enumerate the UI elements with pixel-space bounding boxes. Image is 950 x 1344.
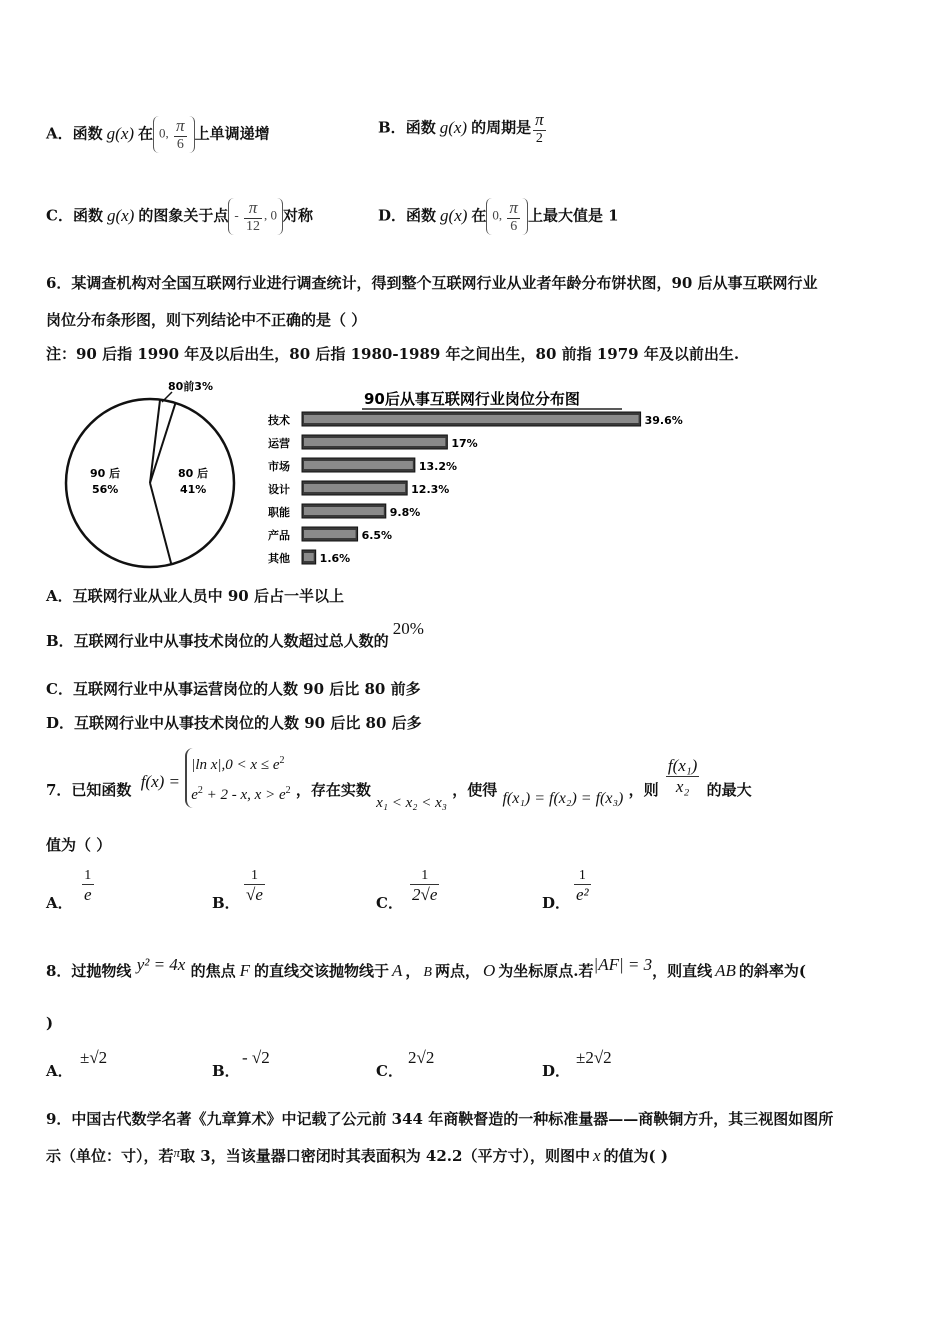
pie-label-90-pct: 56% [92, 483, 119, 496]
q6-option-a: A．互联网行业从业人员中 90 后占一半以上 [46, 587, 344, 605]
bar-category-label: 市场 [268, 460, 290, 473]
q6-option-d: D．互联网行业中从事技术岗位的人数 90 后比 80 后多 [46, 714, 422, 732]
pie-label-80-before: 80前3% [168, 380, 213, 393]
point: - $\frac{\pi}{12}$ , 0 [228, 198, 283, 235]
bar-category-label: 设计 [268, 483, 290, 496]
piecewise: |ln $x|,0 < x \le e^2$ $e^2 + 2 - x$, $x > e^2$ [185, 748, 290, 808]
q7-stem: 7．已知函数 f(x) = |ln $x|,0 < x \le e^2$ $e^2 + 2 - x$, $x > e^2$ ，存在实数 x₁ < x₂ < x₃ ，使得 f(x₁) = f(x₂) = f(x₃) ，则 $\frac{\text{f(x₁)}}{\text{x₂}}$ 的最大 [46, 748, 752, 804]
bar-value-label: 17% [451, 437, 478, 450]
q6-stem-line1: 6．某调查机构对全国互联网行业进行调查统计，得到整个互联网行业从业者年龄分布饼状图，90 后从事互联网行业 [46, 274, 818, 292]
age-pie-chart [60, 372, 260, 572]
bar-category-label: 产品 [268, 529, 290, 542]
q6-note: 注：90 后指 1990 年及以后出生，80 后指 1980-1989 年之间出生，80 前指 1979 年及以前出生. [46, 345, 740, 363]
bar-value-label: 12.3% [411, 483, 450, 496]
q6-option-b: B．互联网行业中从事技术岗位的人数超过总人数的20% [46, 619, 424, 650]
bar-value-label: 9.8% [389, 506, 421, 519]
bar-inner [304, 415, 639, 423]
q8-stem-line2: ) [46, 1014, 54, 1032]
bar-inner [304, 553, 314, 561]
job-bar-chart [262, 382, 702, 572]
q5-option-c: C．函数 g(x) 的图象关于点 - $\frac{\pi}{12}$ , 0 对称 [46, 198, 313, 234]
bar-inner [304, 438, 445, 446]
bar-inner [304, 461, 413, 469]
q6-option-c: C．互联网行业中从事运营岗位的人数 90 后比 80 前多 [46, 680, 421, 698]
q6-stem-line2: 岗位分布条形图，则下列结论中不正确的是（ ） [46, 311, 367, 329]
bar-inner [304, 484, 405, 492]
q8-stem: 8．过抛物线 y² = 4x 的焦点 F 的直线交该抛物线于 A ， B 两点， O 为坐标原点.若|AF| = 3，则直线 AB 的斜率为( [46, 955, 807, 980]
q8-options: A． ±√2 B． - √2 C． 2√2 D． ±2√2 [46, 1048, 612, 1080]
bar-category-label: 其他 [268, 552, 290, 565]
bar-category-label: 运营 [268, 437, 290, 450]
q5-option-a: A．函数 g(x) 在 0, $\frac{\pi}{6}$ 上单调递增 [46, 116, 270, 152]
bar-inner [304, 507, 384, 515]
q5-option-d: D．函数 g(x) 在 0, $\frac{\pi}{6}$ 上最大值是 1 [378, 198, 619, 234]
pie-label-80-name: 80 后 [178, 467, 209, 480]
bar-category-label: 职能 [268, 506, 290, 519]
bar-inner [304, 530, 356, 538]
bar-value-label: 6.5% [361, 529, 393, 542]
pie-label-80-pct: 41% [180, 483, 207, 496]
bar-value-label: 39.6% [644, 414, 683, 427]
bar-category-label: 技术 [268, 414, 290, 427]
bar-value-label: 13.2% [418, 460, 458, 473]
q7-stem-line2: 值为（ ） [46, 836, 112, 854]
interval: 0, $\frac{\pi}{6}$ [153, 116, 195, 153]
pie-label-90-name: 90 后 [90, 467, 121, 480]
func-g: g(x) [106, 123, 135, 143]
q9-stem-line2: 示（单位：寸），若π取 3，当该量器口密闭时其表面积为 42.2（平方寸），则图中 x 的值为( ) [46, 1145, 668, 1165]
q5-option-b: B．函数 g(x) 的周期是 $\frac{\pi}{2}$ [378, 110, 544, 146]
bar-chart-title: 90后从事互联网行业岗位分布图 [364, 390, 580, 408]
q9-stem-line1: 9．中国古代数学名著《九章算术》中记载了公元前 344 年商鞅督造的一种标准量器——商鞅铜方升，其三视图如图所 [46, 1110, 834, 1128]
bar-value-label: 1.6% [319, 552, 351, 565]
